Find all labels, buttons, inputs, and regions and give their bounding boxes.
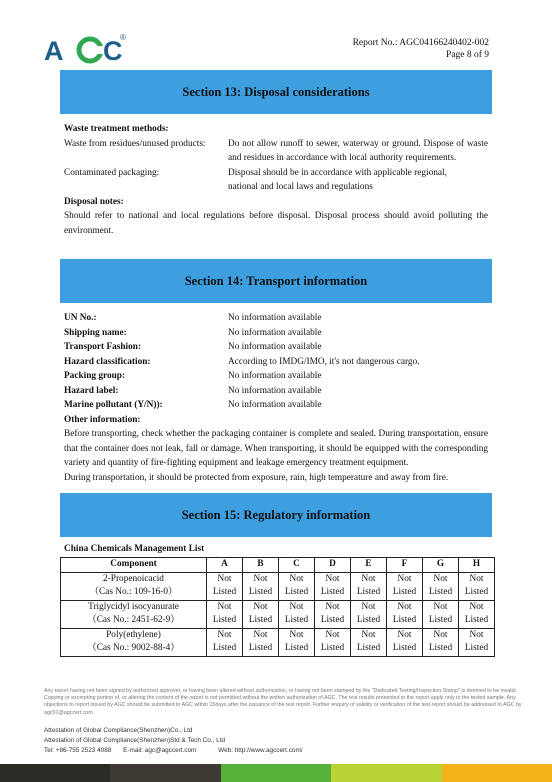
listing-status-top: Not [315, 600, 351, 614]
listing-status-bottom: Listed [207, 642, 243, 656]
listing-status-bottom: Listed [279, 614, 315, 628]
phone-text: Tel: +86-755 2523 4088 [44, 747, 112, 754]
shipping-name-label: Shipping name: [64, 327, 127, 338]
component-cas: （Cas No.: 9002-88-4） [61, 642, 207, 656]
table-title: China Chemicals Management List [64, 544, 205, 554]
un-no-label: UN No.: [64, 313, 97, 323]
marine-pollutant-label: Marine pollutant (Y/N)): [64, 400, 163, 410]
listing-status-top: Not [315, 628, 351, 642]
listing-status-top: Not [243, 600, 279, 614]
listing-status-bottom: Listed [423, 586, 459, 600]
column-header: C [279, 558, 315, 573]
regulatory-table [60, 557, 495, 657]
packing-group-value: No information available [228, 371, 322, 381]
column-header: D [315, 558, 351, 573]
page-number: Page 8 of 9 [445, 49, 489, 60]
listing-status-top: Not [243, 628, 279, 642]
listing-status-top: Not [207, 628, 243, 642]
section-14-banner: Section 14: Transport information [60, 259, 492, 303]
other-information-label: Other information: [64, 414, 141, 425]
listing-status-bottom: Listed [207, 586, 243, 600]
listing-status-top: Not [423, 600, 459, 614]
listing-status-bottom: Listed [387, 586, 423, 600]
listing-status-bottom: Listed [351, 586, 387, 600]
listing-status-top: Not [459, 572, 495, 586]
listing-status-bottom: Listed [423, 642, 459, 656]
listing-status-bottom: Listed [243, 614, 279, 628]
agc-logo-icon [44, 30, 134, 70]
hazard-label-value: No information available [228, 385, 322, 396]
column-header: A [207, 558, 243, 573]
un-no-value: No information available [228, 313, 322, 323]
regulatory-table-body [61, 572, 495, 656]
table-row [61, 586, 495, 600]
listing-status-bottom: Listed [315, 642, 351, 656]
table-row [61, 614, 495, 628]
column-header: E [351, 558, 387, 573]
disposal-notes-label: Disposal notes: [64, 196, 124, 207]
packaging-value-line-2: national and local laws and regulations [228, 182, 373, 192]
listing-status-bottom: Listed [423, 614, 459, 628]
listing-status-bottom: Listed [387, 614, 423, 628]
other-information-text-2: During transportation, it should be protected from exposure, rain, high temperature and away from fire. [64, 472, 449, 483]
table-row [61, 600, 495, 614]
listing-status-top: Not [243, 572, 279, 586]
column-header: B [243, 558, 279, 573]
column-header: F [387, 558, 423, 573]
listing-status-top: Not [351, 628, 387, 642]
company-line-2: Attestation of Global Compliance(Shenzhen)Std & Tech Co., Ltd [44, 737, 226, 744]
packaging-value [228, 166, 488, 195]
listing-status-bottom: Listed [351, 642, 387, 656]
listing-status-bottom: Listed [279, 586, 315, 600]
company-footer [44, 726, 303, 756]
listing-status-top: Not [351, 572, 387, 586]
svg-text:®: ® [120, 33, 126, 42]
waste-methods-label: Waste treatment methods: [64, 124, 169, 134]
disclaimer-text: Any report having not been signed by authorized approver, or having been altered without authorization, or having not been stamped by the "Dedicated Testing/Inspection Stamp" is deemed to be invalid. Copying or excerpting portion of, or altering the content of the report is not permitted without the written authorization of AGC. The test results presented in the report apply only to the tested sample. Any objections to report issued by AGC should be submitted to AGC within 15days after the issuance of the test report. Further enquiry of validity or verification of the test report should be addressed to AGC by agc01@agccert.com. [44, 688, 522, 716]
transport-row [64, 326, 488, 341]
listing-status-bottom: Listed [387, 642, 423, 656]
transport-fashion-label: Transport Fashion: [64, 342, 142, 352]
listing-status-top: Not [315, 572, 351, 586]
section-13-body [64, 122, 488, 238]
listing-status-bottom: Listed [459, 614, 495, 628]
residues-label: Waste from residues/unused products: [64, 138, 206, 149]
contact-line [44, 746, 303, 756]
hazard-classification-value: According to IMDG/IMO, it's not dangerous cargo. [228, 356, 420, 367]
residues-row [64, 137, 488, 166]
listing-status-top: Not [387, 572, 423, 586]
table-row [61, 642, 495, 656]
column-header: G [423, 558, 459, 573]
hazard-label-label: Hazard label: [64, 385, 119, 396]
transport-row [64, 398, 488, 413]
section-14-body [64, 311, 488, 485]
listing-status-top: Not [351, 600, 387, 614]
report-number: Report No.: AGC04166240402-002 [352, 38, 489, 48]
listing-status-bottom: Listed [459, 586, 495, 600]
listing-status-top: Not [387, 600, 423, 614]
listing-status-top: Not [279, 572, 315, 586]
svg-text:C: C [103, 36, 123, 66]
listing-status-bottom: Listed [315, 614, 351, 628]
table-row [61, 572, 495, 586]
listing-status-bottom: Listed [315, 586, 351, 600]
residues-value: Do not allow runoff to sewer, waterway or ground. Dispose of waste and residues in accordance with local authority requirements. [228, 138, 488, 163]
footer-color-bar [0, 764, 552, 782]
svg-text:A: A [44, 36, 65, 66]
listing-status-bottom: Listed [207, 614, 243, 628]
company-line-1: Attestation of Global Compliance(Shenzhen)Co., Ltd [44, 727, 193, 734]
packaging-value-line-1: Disposal should be in accordance with applicable regional, [228, 167, 447, 178]
listing-status-top: Not [423, 628, 459, 642]
packaging-row [64, 166, 488, 195]
section-15-banner: Section 15: Regulatory information [60, 493, 492, 537]
other-information-text: Before transporting, check whether the packaging container is complete and sealed. During transportation, ensure that the container does not leak, fall or damage. When transporting, it should be equipped with the corresponding variety and quantity of fire-fighting equipment and leakage emergency treatment equipment. [64, 429, 488, 468]
listing-status-top: Not [423, 572, 459, 586]
listing-status-bottom: Listed [351, 614, 387, 628]
transport-row [64, 340, 488, 355]
listing-status-bottom: Listed [459, 642, 495, 656]
component-name: Triglycidyl isocyanurate [61, 600, 207, 614]
table-row [61, 628, 495, 642]
email-text: E-mail: agc@agccert.com [123, 747, 197, 754]
component-name: 2-Propenoicacid [61, 572, 207, 586]
listing-status-top: Not [279, 628, 315, 642]
transport-row [64, 311, 488, 326]
listing-status-bottom: Listed [243, 642, 279, 656]
listing-status-top: Not [207, 572, 243, 586]
transport-fashion-value: No information available [228, 342, 322, 352]
disposal-notes-text: Should refer to national and local regulations before disposal. Disposal process should avoid polluting the environment. [64, 211, 488, 236]
column-header: H [459, 558, 495, 573]
component-cas: （Cas No.: 109-16-0） [61, 586, 207, 600]
listing-status-top: Not [207, 600, 243, 614]
hazard-classification-label: Hazard classification: [64, 356, 151, 367]
listing-status-top: Not [279, 600, 315, 614]
table-header-row [61, 558, 495, 573]
packaging-label: Contaminated packaging: [64, 167, 160, 178]
transport-row [64, 384, 488, 399]
report-header [353, 38, 489, 61]
agc-logo [44, 30, 134, 70]
shipping-name-value: No information available [228, 327, 322, 338]
packing-group-label: Packing group: [64, 371, 126, 381]
component-cas: （Cas No.: 2451-62-9） [61, 614, 207, 628]
section-13-banner: Section 13: Disposal considerations [60, 70, 492, 114]
web-link[interactable]: Web: http://www.agccert.com/ [218, 747, 303, 754]
marine-pollutant-value: No information available [228, 400, 322, 410]
listing-status-bottom: Listed [279, 642, 315, 656]
listing-status-bottom: Listed [243, 586, 279, 600]
component-name: Poly(ethylene) [61, 628, 207, 642]
transport-row [64, 355, 488, 370]
listing-status-top: Not [387, 628, 423, 642]
transport-row [64, 369, 488, 384]
listing-status-top: Not [459, 628, 495, 642]
listing-status-top: Not [459, 600, 495, 614]
column-header: Component [61, 558, 207, 573]
